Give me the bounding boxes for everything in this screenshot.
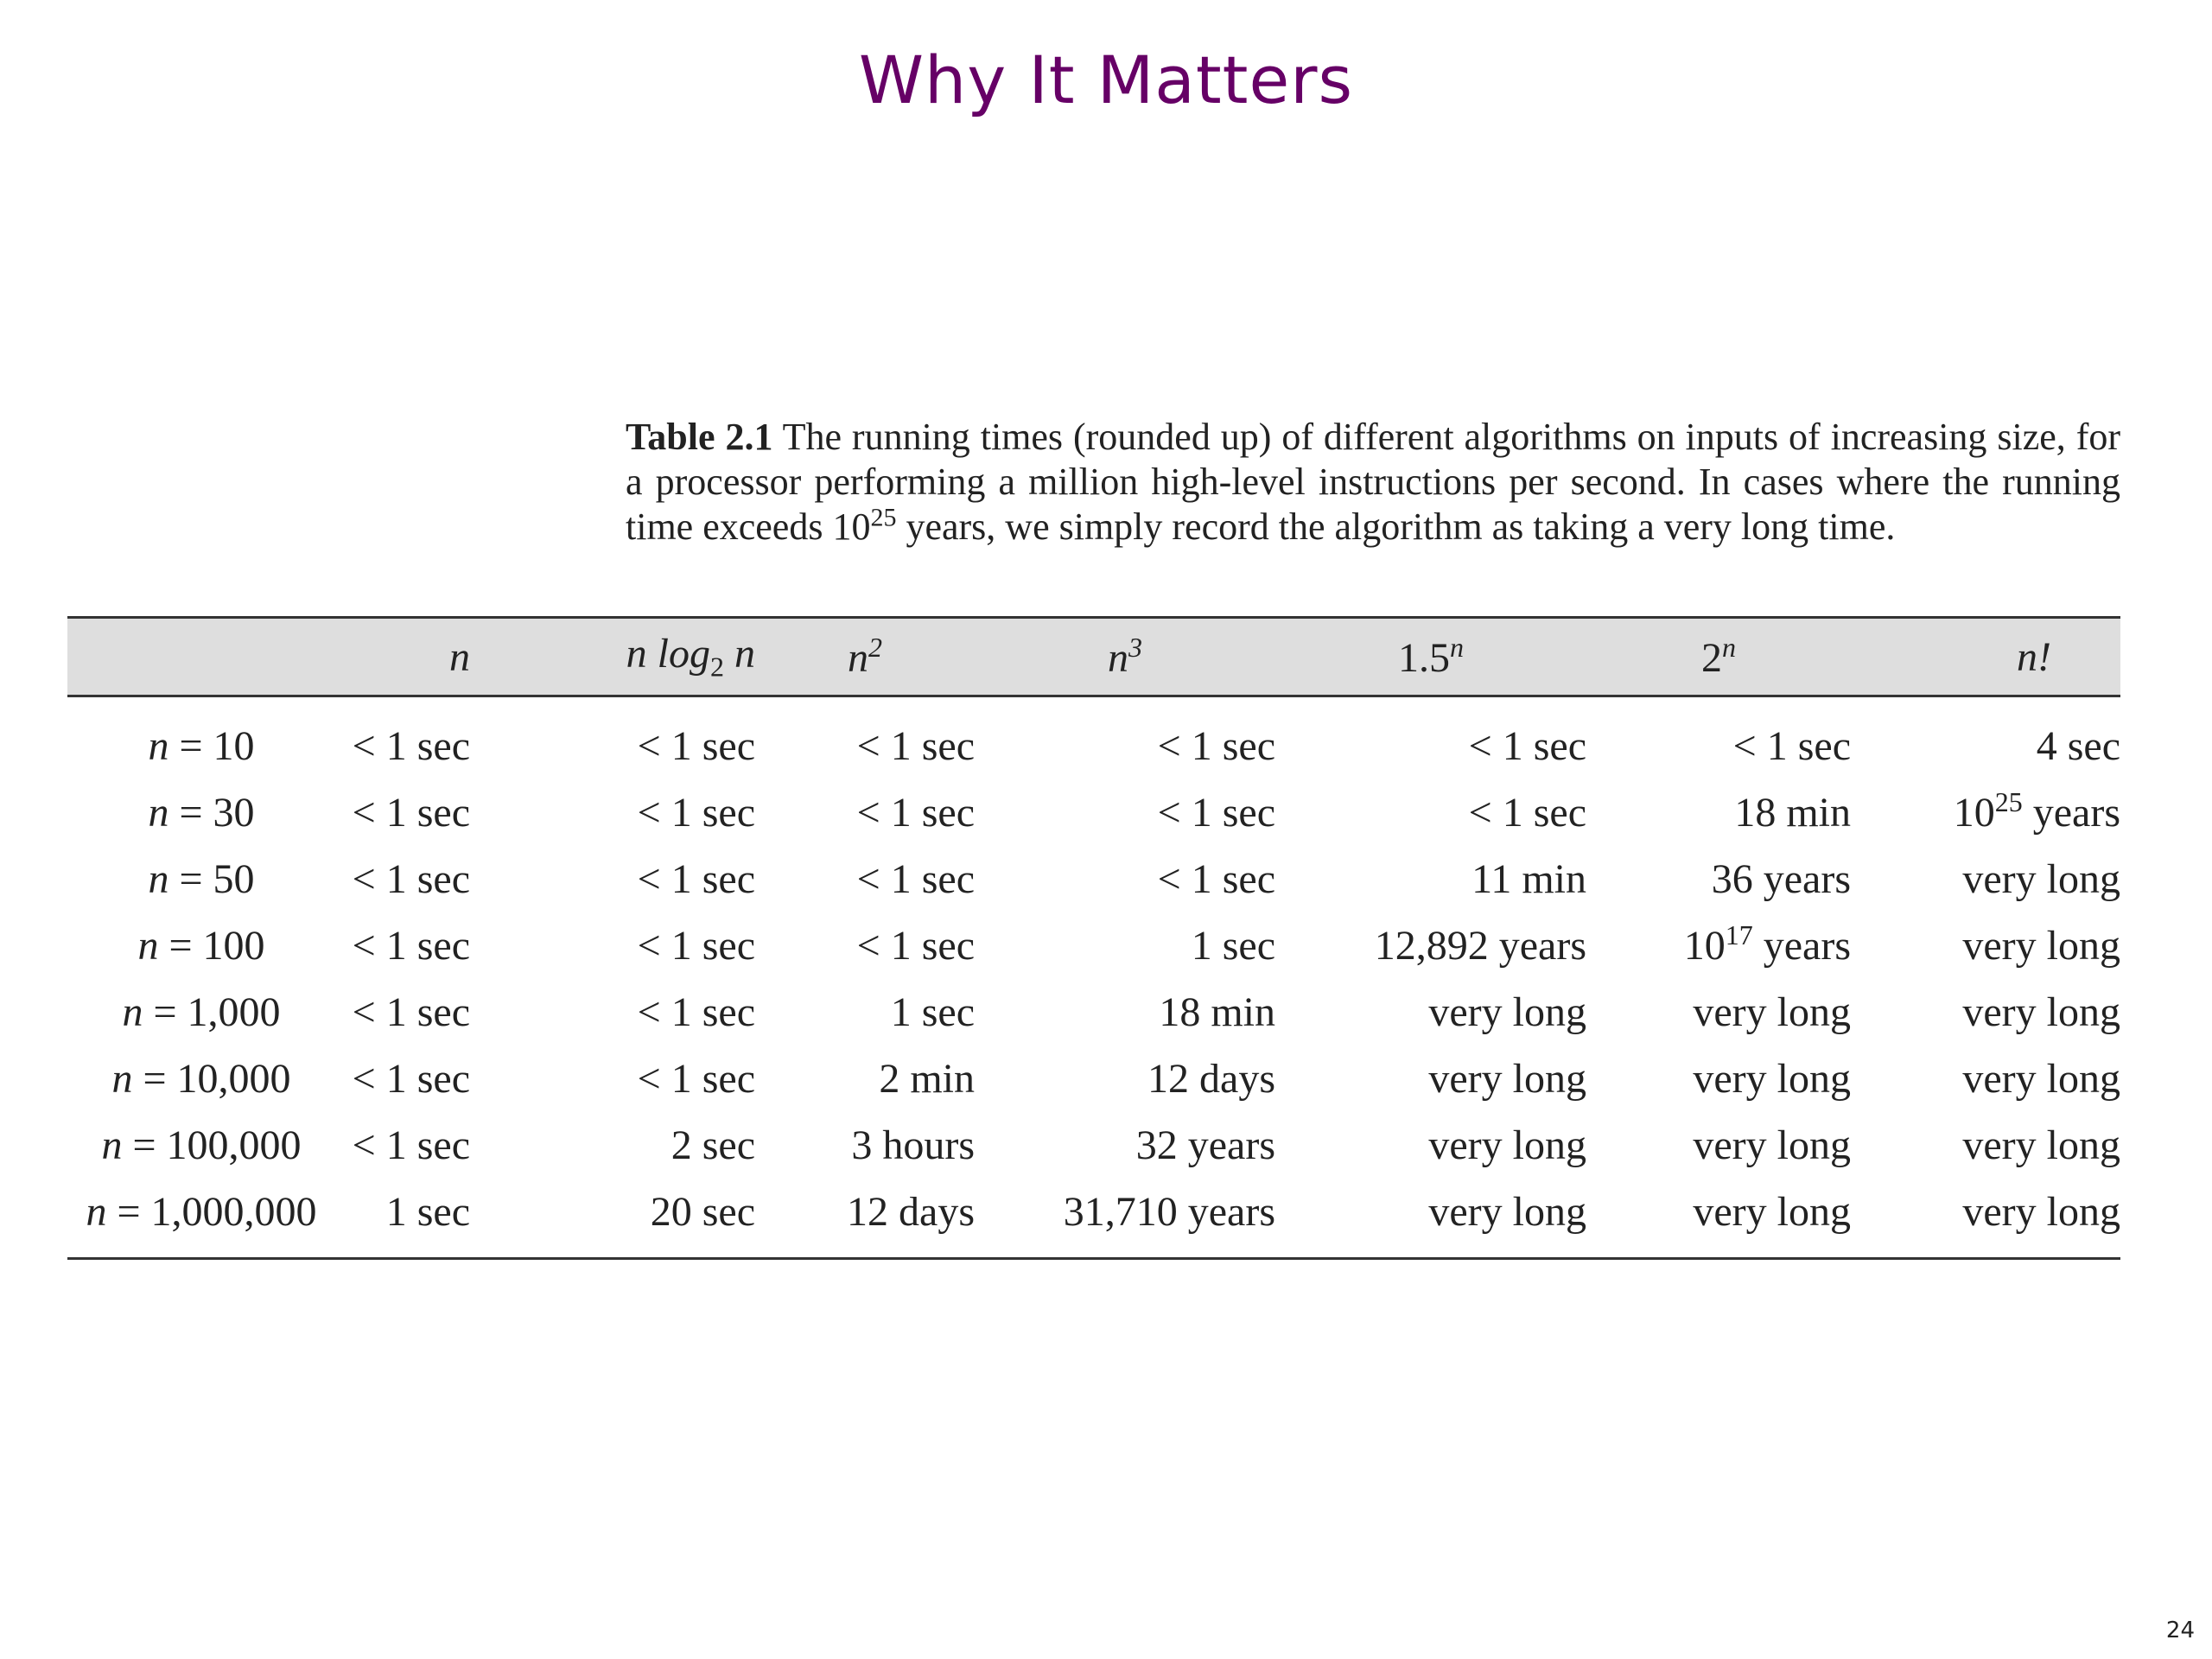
table-cell: $10^{25}$ years bbox=[1953, 786, 2120, 836]
table-cell: < 1 sec bbox=[352, 1122, 470, 1168]
table-row bbox=[67, 846, 2120, 912]
table-cell: < 1 sec bbox=[352, 790, 470, 836]
caption-exponent: 25 bbox=[870, 503, 897, 532]
table-row bbox=[67, 1179, 2120, 1259]
table-cell: very long bbox=[1962, 1122, 2120, 1168]
table-cell: < 1 sec bbox=[856, 723, 975, 769]
header-col-nfact: n! bbox=[1851, 618, 2120, 696]
table-cell: 12,892 years bbox=[1374, 923, 1586, 969]
table-cell: 1 sec bbox=[335, 1179, 531, 1259]
table-cell: very long bbox=[1962, 989, 2120, 1035]
table-cell: very long bbox=[1693, 1056, 1851, 1102]
table-cell: very long bbox=[1962, 856, 2120, 902]
table-cell: very long bbox=[1693, 989, 1851, 1035]
table-row bbox=[67, 696, 2120, 780]
table-cell: 12 days bbox=[755, 1179, 975, 1259]
running-times-table-container bbox=[67, 616, 2120, 1260]
table-cell: very long bbox=[1693, 1122, 1851, 1168]
row-label: n = 1,000 bbox=[122, 989, 281, 1035]
table-cell: 12 days bbox=[1147, 1056, 1275, 1102]
row-label: n = 10,000 bbox=[111, 1056, 291, 1102]
table-cell: < 1 sec bbox=[637, 1056, 755, 1102]
table-cell: 18 min bbox=[1159, 989, 1275, 1035]
header-col-2n: 2$^n$ bbox=[1586, 618, 1851, 696]
table-cell: very long bbox=[1428, 989, 1586, 1035]
table-cell: < 1 sec bbox=[1157, 723, 1275, 769]
row-label: n = 100 bbox=[137, 923, 265, 969]
table-cell: < 1 sec bbox=[1157, 856, 1275, 902]
row-label: n = 1,000,000 bbox=[67, 1179, 335, 1259]
table-cell: very long bbox=[1962, 923, 2120, 969]
table-cell: 1 sec bbox=[890, 989, 975, 1035]
table-row bbox=[67, 912, 2120, 979]
slide-title: Why It Matters bbox=[858, 41, 1354, 118]
table-cell: 31,710 years bbox=[975, 1179, 1275, 1259]
running-times-table bbox=[67, 616, 2120, 1260]
table-cell: < 1 sec bbox=[856, 923, 975, 969]
table-cell: very long bbox=[1851, 1179, 2120, 1259]
table-cell: 18 min bbox=[1734, 790, 1851, 836]
header-col-1.5n: 1.5$^n$ bbox=[1275, 618, 1586, 696]
table-header-row bbox=[67, 618, 2120, 696]
caption-text-2: years, we simply record the algorithm as taking a very long time. bbox=[896, 505, 1896, 548]
row-label: n = 50 bbox=[148, 856, 255, 902]
table-cell: 1 sec bbox=[1191, 923, 1275, 969]
header-col-n2: $n^2$ bbox=[755, 618, 975, 696]
table-cell: < 1 sec bbox=[1468, 723, 1586, 769]
table-cell: < 1 sec bbox=[637, 923, 755, 969]
table-cell: < 1 sec bbox=[352, 723, 470, 769]
caption-text-1: The running times (rounded up) of different algorithms on inputs of increasing size, for a processor performing a million high-level instructions per second. In cases where the running time exceeds 10 bbox=[626, 416, 2120, 548]
caption-label: Table 2.1 bbox=[626, 416, 773, 458]
row-label: n = 10 bbox=[148, 723, 255, 769]
table-row bbox=[67, 979, 2120, 1046]
table-caption bbox=[626, 415, 2120, 550]
row-label: n = 30 bbox=[148, 790, 255, 836]
table-cell: < 1 sec bbox=[637, 790, 755, 836]
table-cell: < 1 sec bbox=[856, 790, 975, 836]
table-cell: 11 min bbox=[1471, 856, 1586, 902]
table-row bbox=[67, 1112, 2120, 1179]
table-cell: < 1 sec bbox=[352, 923, 470, 969]
table-cell: 36 years bbox=[1711, 856, 1851, 902]
table-cell: very long bbox=[1428, 1122, 1586, 1168]
table-cell: < 1 sec bbox=[637, 723, 755, 769]
row-label: n = 100,000 bbox=[101, 1122, 302, 1168]
table-cell: < 1 sec bbox=[1157, 790, 1275, 836]
header-col-n: n bbox=[335, 618, 531, 696]
table-cell: < 1 sec bbox=[637, 856, 755, 902]
table-cell: < 1 sec bbox=[1732, 723, 1851, 769]
table-cell: 2 min bbox=[879, 1056, 975, 1102]
page-number: 24 bbox=[2165, 1618, 2195, 1643]
table-cell: very long bbox=[1962, 1056, 2120, 1102]
header-row-label bbox=[67, 618, 335, 696]
table-cell: 2 sec bbox=[671, 1122, 755, 1168]
table-cell: < 1 sec bbox=[352, 856, 470, 902]
table-cell: < 1 sec bbox=[352, 1056, 470, 1102]
table-cell: $10^{17}$ years bbox=[1683, 919, 1851, 969]
table-body bbox=[67, 696, 2120, 1259]
table-cell: 20 sec bbox=[531, 1179, 755, 1259]
table-cell: < 1 sec bbox=[637, 989, 755, 1035]
table-row bbox=[67, 779, 2120, 846]
table-cell: 3 hours bbox=[851, 1122, 975, 1168]
header-col-nlogn: n $\log_2 n$ bbox=[531, 618, 755, 696]
header-col-n3: $n^3$ bbox=[975, 618, 1275, 696]
table-cell: < 1 sec bbox=[352, 989, 470, 1035]
table-cell: < 1 sec bbox=[1468, 790, 1586, 836]
table-cell: 32 years bbox=[1135, 1122, 1275, 1168]
table-cell: 4 sec bbox=[2036, 723, 2120, 769]
table-row bbox=[67, 1046, 2120, 1112]
table-cell: very long bbox=[1275, 1179, 1586, 1259]
table-cell: very long bbox=[1586, 1179, 1851, 1259]
table-cell: < 1 sec bbox=[856, 856, 975, 902]
table-cell: very long bbox=[1428, 1056, 1586, 1102]
